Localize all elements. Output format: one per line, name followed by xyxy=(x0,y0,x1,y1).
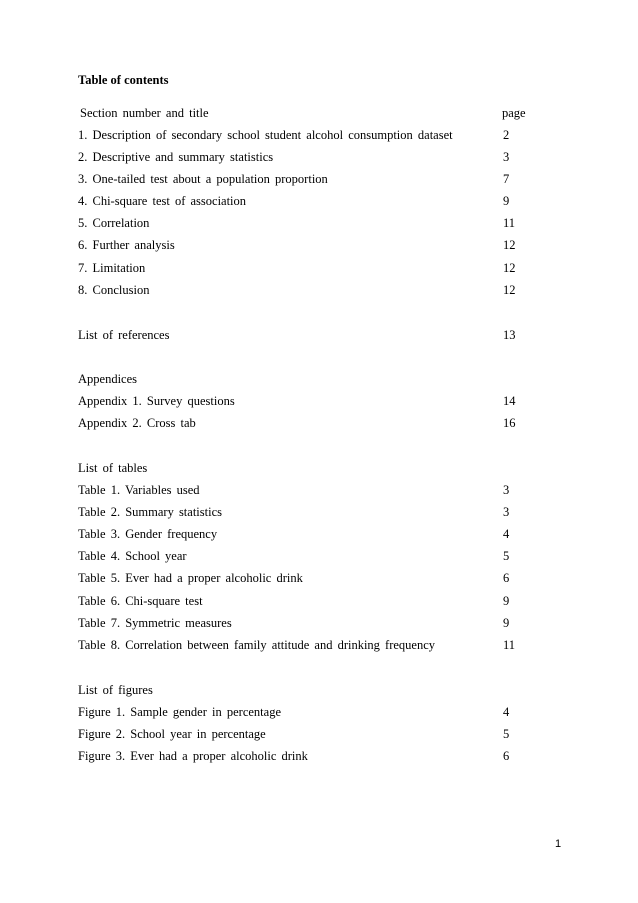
toc-section-4 xyxy=(78,194,522,212)
toc-entry-page: 6 xyxy=(503,571,510,585)
toc-header-row xyxy=(78,106,526,124)
toc-entry-page: 12 xyxy=(503,261,516,275)
toc-entry-label: Table 8. Correlation between family attitude and drinking frequency xyxy=(78,638,436,652)
toc-entry-label: Appendix 2. Cross tab xyxy=(78,416,196,430)
toc-entry-page: 9 xyxy=(503,616,510,630)
toc-table-6 xyxy=(78,594,522,612)
toc-entry-label: Table 3. Gender frequency xyxy=(78,527,218,541)
toc-entry-page: 4 xyxy=(503,527,510,541)
toc-entry-label: Appendix 1. Survey questions xyxy=(78,394,235,408)
toc-heading-label: Appendices xyxy=(78,372,138,386)
toc-entry-page: 12 xyxy=(503,283,516,297)
toc-entry-label: Table 2. Summary statistics xyxy=(78,505,222,519)
toc-entry-label: Table 5. Ever had a proper alcoholic drink xyxy=(78,571,303,585)
toc-entry-label: 1. Description of secondary school student alcohol consumption dataset xyxy=(78,128,453,142)
toc-entry-page: 5 xyxy=(503,727,510,741)
toc-title: Table of contents xyxy=(78,73,169,87)
toc-section-8 xyxy=(78,283,522,301)
toc-table-1 xyxy=(78,483,522,501)
toc-tables-heading xyxy=(78,461,522,479)
toc-entry-page: 2 xyxy=(503,128,510,142)
toc-entry-page: 5 xyxy=(503,549,510,563)
toc-entry-page: 12 xyxy=(503,238,516,252)
toc-table-7 xyxy=(78,616,522,634)
toc-section-6 xyxy=(78,238,522,256)
toc-entry-page: 9 xyxy=(503,194,510,208)
toc-entry-label: 5. Correlation xyxy=(78,216,150,230)
toc-header-page: page xyxy=(502,106,526,120)
toc-entry-page: 11 xyxy=(503,638,516,652)
toc-references xyxy=(78,328,522,346)
toc-figure-2 xyxy=(78,727,522,745)
toc-section-1 xyxy=(78,128,522,146)
toc-section-3 xyxy=(78,172,522,190)
toc-entry-page: 6 xyxy=(503,749,510,763)
toc-entry-label: 7. Limitation xyxy=(78,261,146,275)
toc-table-4 xyxy=(78,549,522,567)
toc-section-7 xyxy=(78,261,522,279)
toc-entry-page: 9 xyxy=(503,594,510,608)
toc-entry-label: Figure 3. Ever had a proper alcoholic drink xyxy=(78,749,308,763)
toc-section-5 xyxy=(78,216,522,234)
toc-table-3 xyxy=(78,527,522,545)
toc-entry-label: Table 7. Symmetric measures xyxy=(78,616,232,630)
toc-appendix-1 xyxy=(78,394,522,412)
toc-entry-label: 6. Further analysis xyxy=(78,238,175,252)
toc-entry-page: 16 xyxy=(503,416,516,430)
toc-table-8 xyxy=(78,638,522,656)
toc-figure-1 xyxy=(78,705,522,723)
toc-header-label: Section number and title xyxy=(80,106,209,120)
toc-figures-heading xyxy=(78,683,522,701)
toc-entry-page: 7 xyxy=(503,172,510,186)
toc-entry-page: 3 xyxy=(503,505,510,519)
toc-entry-page: 13 xyxy=(503,328,516,342)
toc-table-5 xyxy=(78,571,522,589)
toc-figure-3 xyxy=(78,749,522,767)
toc-entry-page: 14 xyxy=(503,394,516,408)
toc-entry-label: List of references xyxy=(78,328,170,342)
toc-entry-label: Table 1. Variables used xyxy=(78,483,200,497)
toc-entry-label: Figure 1. Sample gender in percentage xyxy=(78,705,281,719)
toc-entry-page: 3 xyxy=(503,483,510,497)
toc-table-2 xyxy=(78,505,522,523)
toc-entry-label: Table 6. Chi-square test xyxy=(78,594,203,608)
toc-appendix-2 xyxy=(78,416,522,434)
toc-entry-page: 11 xyxy=(503,216,516,230)
toc-heading-label: List of figures xyxy=(78,683,153,697)
toc-entry-label: Figure 2. School year in percentage xyxy=(78,727,266,741)
page-number: 1 xyxy=(555,838,562,850)
toc-entry-label: 3. One-tailed test about a population proportion xyxy=(78,172,328,186)
toc-entry-label: Table 4. School year xyxy=(78,549,187,563)
toc-entry-label: 2. Descriptive and summary statistics xyxy=(78,150,274,164)
toc-heading-label: List of tables xyxy=(78,461,148,475)
toc-entry-page: 3 xyxy=(503,150,510,164)
toc-entry-label: 8. Conclusion xyxy=(78,283,150,297)
toc-entry-label: 4. Chi-square test of association xyxy=(78,194,247,208)
toc-section-2 xyxy=(78,150,522,168)
toc-entry-page: 4 xyxy=(503,705,510,719)
toc-appendices-heading xyxy=(78,372,522,390)
